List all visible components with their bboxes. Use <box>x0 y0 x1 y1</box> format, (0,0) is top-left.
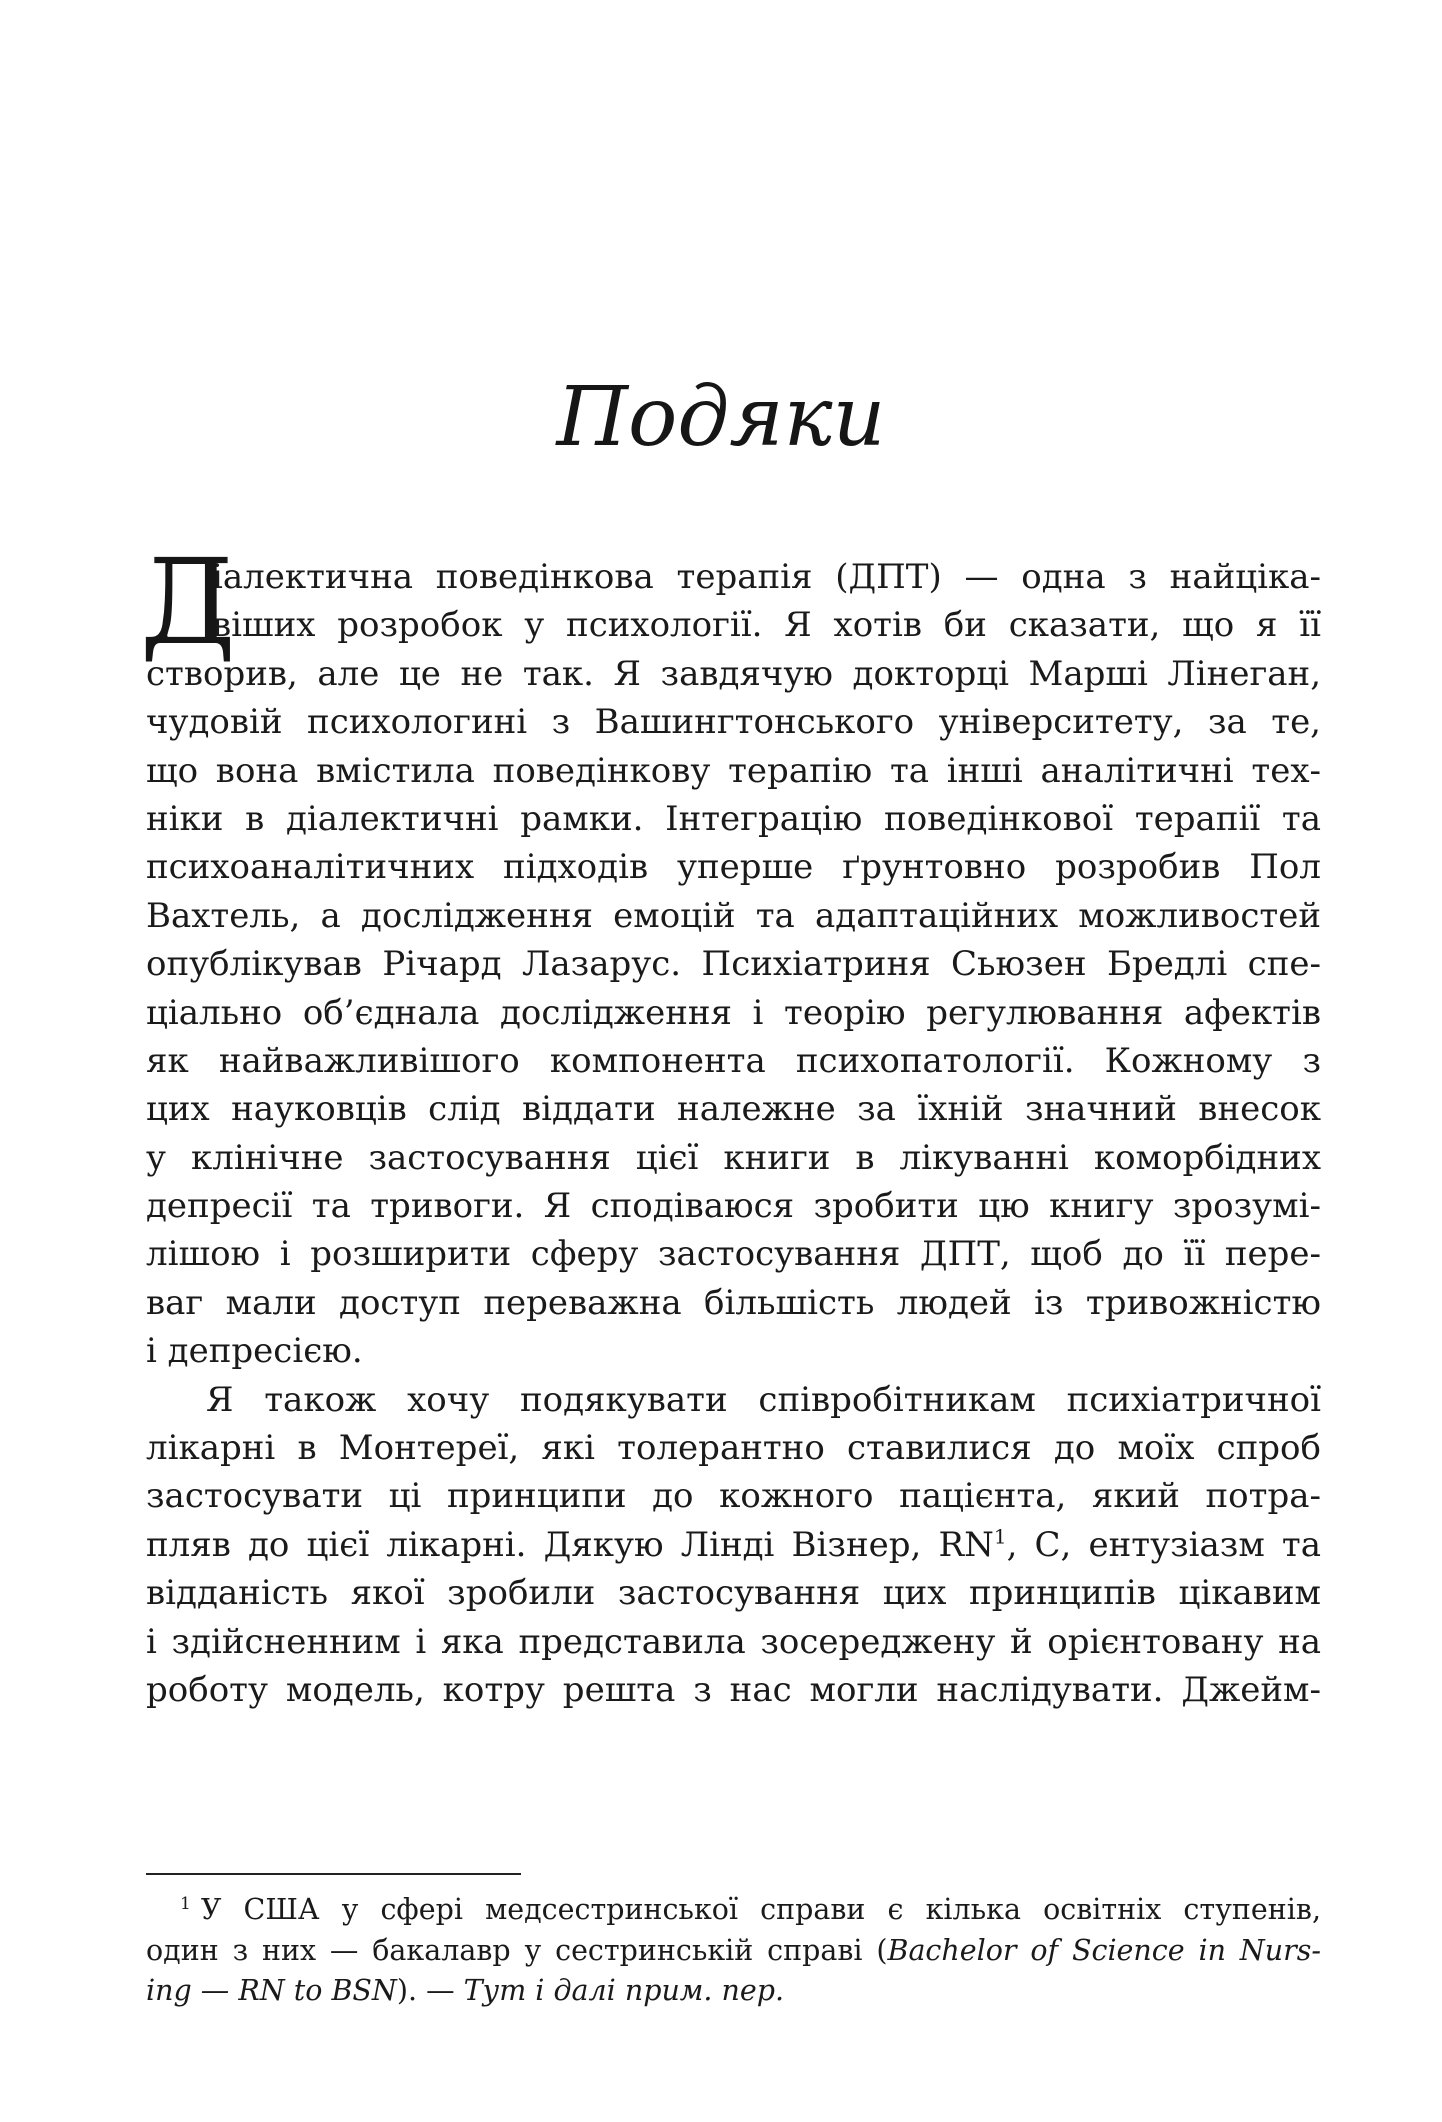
drop-cap: Д <box>140 533 236 671</box>
text-line: іалектична поведінкова терапія (ДПТ) — одна з найціка- <box>212 557 1321 597</box>
footnote-reference: 1 <box>993 1524 1007 1549</box>
footnote-line <box>146 1890 1321 1931</box>
body-text <box>140 533 1321 1714</box>
footnote-text: ). — <box>396 1974 464 2007</box>
text-line: що вона вмістила поведінкову терапію та інші аналітичні тех- <box>146 750 1321 791</box>
text-line: у клінічне застосування цієї книги в лікуванні коморбідних <box>146 1137 1321 1178</box>
text-line: створив, але це не так. Я завдячую докторці Марші Лінеган, <box>146 653 1321 694</box>
text-line: депресії та тривоги. Я сподіваюся зробити цю книгу зрозумі- <box>146 1186 1321 1227</box>
text-line: психоаналітичних підходів уперше ґрунтовно розробив Пол <box>146 847 1321 888</box>
text-line: віших розробок у психології. Я хотів би сказати, що я її <box>212 605 1321 646</box>
text-line: лішою і розширити сферу застосування ДПТ, щоб до її пере- <box>146 1234 1321 1275</box>
page-title: Подяки <box>556 370 886 465</box>
text-line: Вахтель, а дослідження емоцій та адаптаційних можливостей <box>146 895 1321 936</box>
text-line: як найважливішого компонента психопатології. Кожному з <box>146 1040 1321 1081</box>
text-line-with-footnote-ref <box>146 1521 1321 1569</box>
text-line: ніки в діалектичні рамки. Інтеграцію поведінкової терапії та <box>146 798 1321 839</box>
footnote-divider <box>146 1873 521 1875</box>
text-line: відданість якої зробили застосування цих принципів цікавим <box>146 1573 1321 1614</box>
text-line: лікарні в Монтереї, які толерантно ставилися до моїх спроб <box>146 1428 1321 1469</box>
text-line: цих науковців слід віддати належне за їхній значний внесок <box>146 1089 1321 1130</box>
text-line: і депресією. <box>146 1331 363 1372</box>
text-line: застосувати ці принципи до кожного пацієнта, який потра- <box>146 1476 1321 1517</box>
text-line: ціально об’єднала дослідження і теорію регулювання афектів <box>146 992 1321 1033</box>
footnote-text: один з них — бакалавр у сестринській справі ( <box>146 1933 888 1967</box>
footnote <box>146 1890 1321 2012</box>
footnote-mark: 1 <box>180 1893 191 1914</box>
text-line: ваг мали доступ переважна більшість людей із тривожністю <box>146 1282 1321 1323</box>
text-line: чудовій психологині з Вашингтонського університету, за те, <box>146 702 1321 743</box>
footnote-italic-text: ing — RN to BSN <box>146 1974 397 2007</box>
footnote-italic-text: Тут і далі прим. пер. <box>463 1974 785 2007</box>
footnote-line <box>146 1931 1321 1972</box>
text-segment: , С, ентузіазм та <box>1006 1524 1321 1565</box>
text-line: і здійсненним і яка представила зосереджену й орієнтовану на <box>146 1621 1321 1662</box>
text-line: опублікував Річард Лазарус. Психіатриня Сьюзен Бредлі спе- <box>146 944 1321 985</box>
footnote-line <box>146 1971 1321 2012</box>
footnote-text: У США у сфері медсестринської справи є кілька освітніх ступенів, <box>200 1893 1321 1926</box>
text-line: роботу модель, котру решта з нас могли наслідувати. Джейм- <box>146 1669 1321 1710</box>
footnote-italic-text: Bachelor of Science in Nurs- <box>887 1933 1321 1967</box>
text-segment: пляв до цієї лікарні. Дякую Лінді Візнер, RN <box>146 1524 994 1565</box>
text-line: Я також хочу подякувати співробітникам психіатричної <box>206 1379 1321 1420</box>
